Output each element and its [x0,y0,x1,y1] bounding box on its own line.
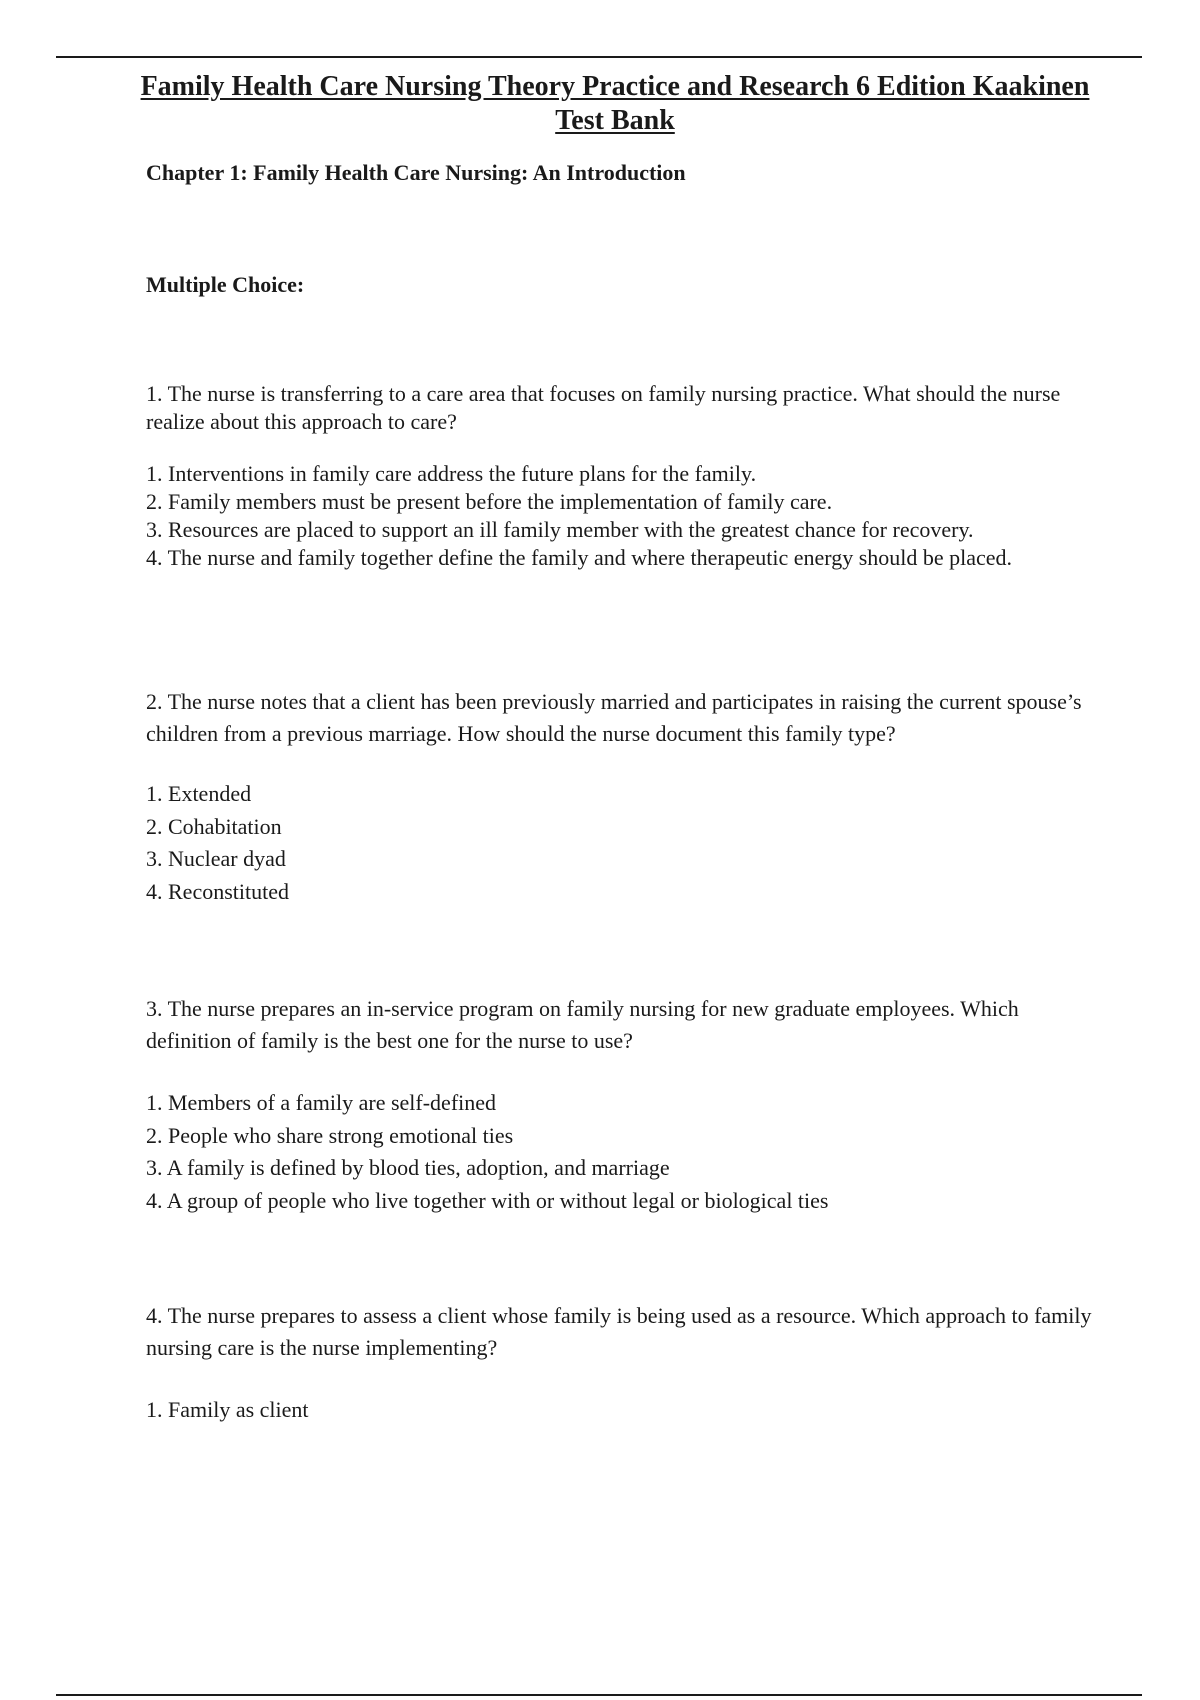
question-stem: 4. The nurse prepares to assess a client whose family is being used as a resource. Which approach to family nursing care is the nurse implementing? [146,1303,1092,1360]
answer-option: 3. Nuclear dyad [146,846,286,871]
chapter-heading: Chapter 1: Family Health Care Nursing: An Introduction [146,160,686,185]
answer-option: 4. The nurse and family together define the family and where therapeutic energy should be placed. [146,545,1013,570]
question-2 [146,686,1106,908]
question-4 [146,1300,1106,1427]
answer-option: 4. Reconstituted [146,878,289,904]
bottom-rule [56,1694,1142,1696]
question-stem: 1. The nurse is transferring to a care area that focuses on family nursing practice. What should the nurse realize about this approach to care? [146,381,1061,434]
answer-option: 1. Extended [146,781,252,806]
question-3 [146,993,1106,1217]
document-title: Family Health Care Nursing Theory Practice and Research 6 Edition Kaakinen Test Bank [140,71,1090,136]
answer-option: 3. A family is defined by blood ties, adoption, and marriage [146,1155,670,1180]
answer-option: 2. Family members must be present before the implementation of family care. [146,489,833,514]
question-stem: 2. The nurse notes that a client has been previously married and participates in raising the current spouse’s children from a previous marriage. How should the nurse document this family type? [146,689,1082,746]
answer-option: 1. Family as client [146,1397,309,1422]
answer-options [146,460,1106,572]
answer-option: 3. Resources are placed to support an ill family member with the greatest chance for recovery. [146,517,974,542]
question-1 [146,380,1106,572]
answer-option: 1. Members of a family are self-defined [146,1090,497,1115]
top-rule [56,56,1142,58]
question-stem: 3. The nurse prepares an in-service program on family nursing for new graduate employees. Which definition of family is the best one for the nurse to use? [146,996,1019,1053]
answer-option: 2. Cohabitation [146,813,282,839]
answer-options [146,1394,1106,1427]
answer-option: 2. People who share strong emotional ties [146,1122,514,1148]
answer-option: 1. Interventions in family care address the future plans for the family. [146,461,757,486]
answer-options [146,1087,1106,1217]
section-heading: Multiple Choice: [146,272,305,297]
answer-option: 4. A group of people who live together with or without legal or biological ties [146,1187,829,1213]
answer-options [146,778,1106,908]
